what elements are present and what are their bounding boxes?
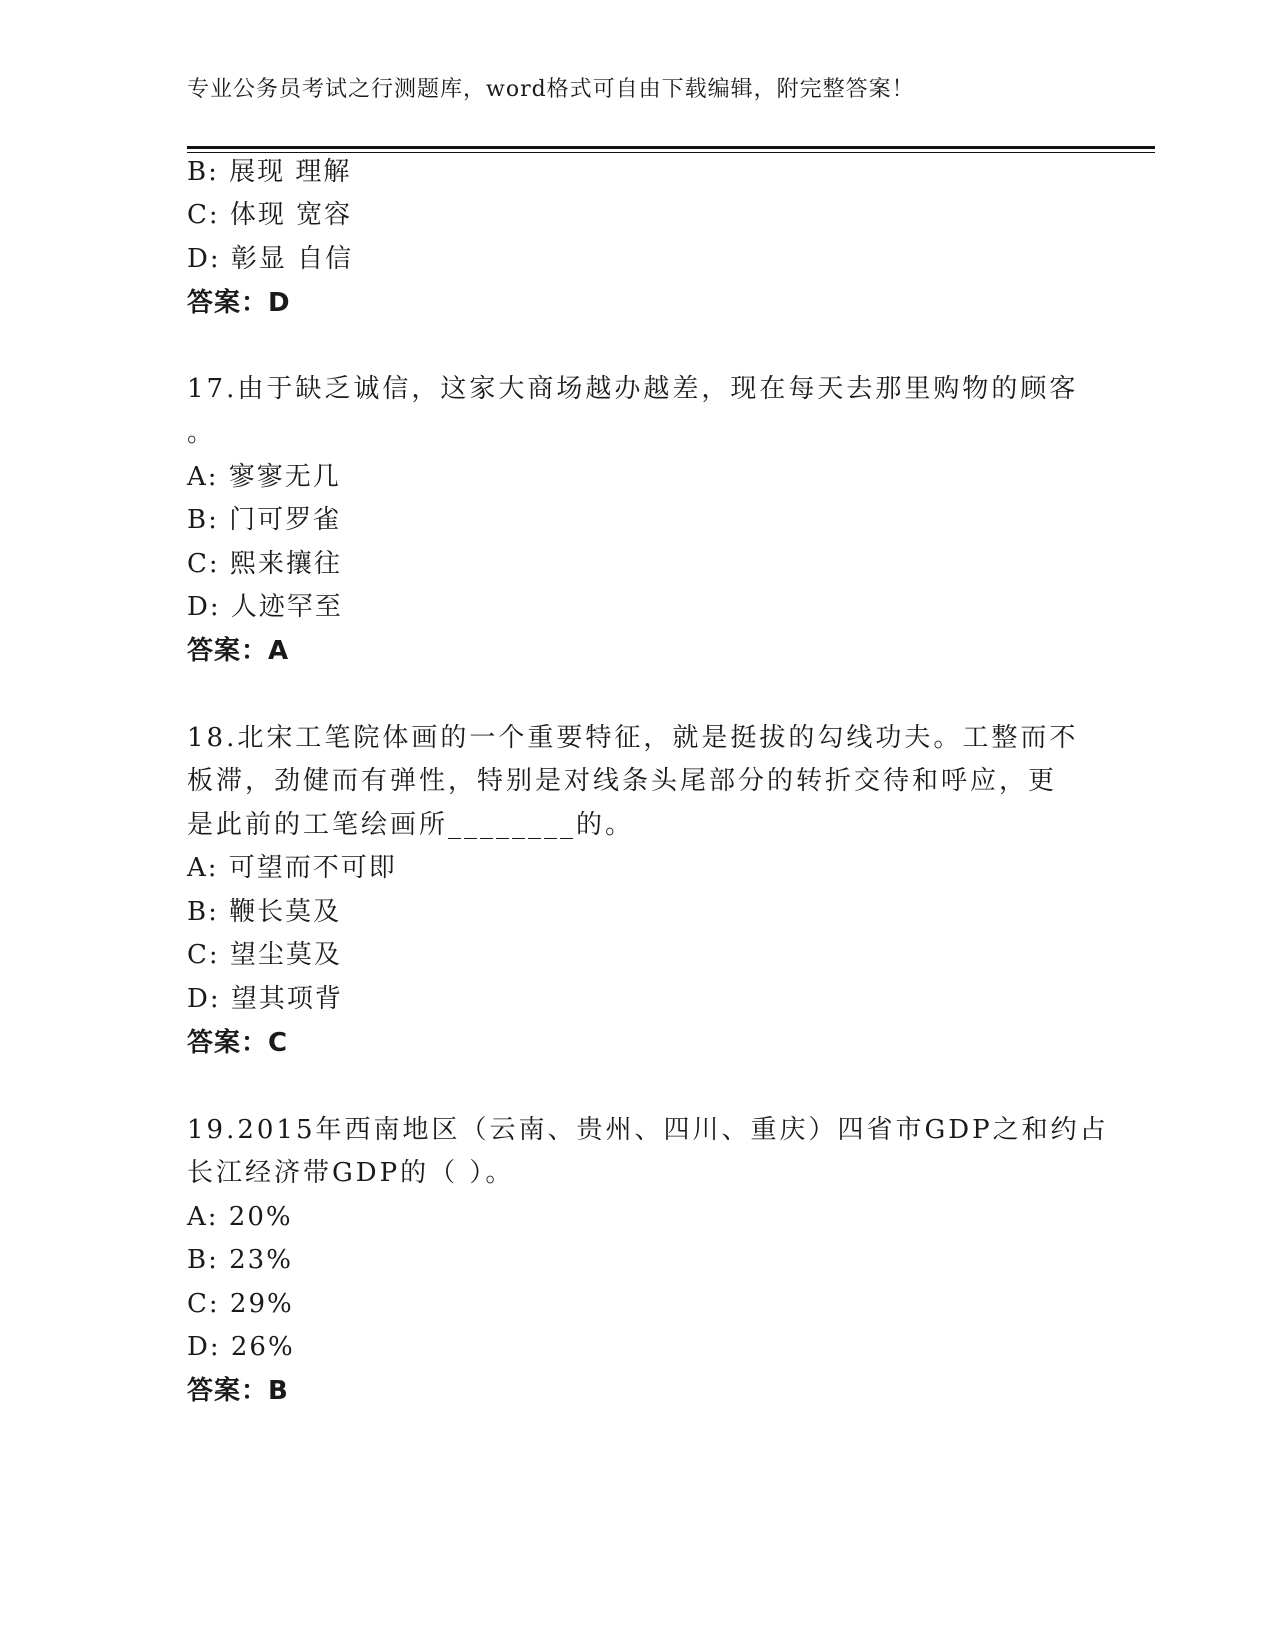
answer-line: 答案：C bbox=[187, 1028, 289, 1058]
option-a: A: 可望而不可即 bbox=[187, 853, 397, 883]
question-stem: 17.由于缺乏诚信，这家大商场越办越差，现在每天去那里购物的顾客 bbox=[187, 374, 1079, 404]
option-d: D: 望其项背 bbox=[187, 984, 343, 1014]
question-stem: 板滞，劲健而有弹性，特别是对线条头尾部分的转折交待和呼应，更 bbox=[187, 766, 1058, 796]
answer-line: 答案：B bbox=[187, 1376, 289, 1406]
option-b: B: 鞭长莫及 bbox=[187, 897, 342, 927]
answer-line: 答案：D bbox=[187, 288, 291, 318]
option-b: B: 23% bbox=[187, 1245, 293, 1275]
option-a: A: 寥寥无几 bbox=[187, 462, 341, 492]
page-header: 专业公务员考试之行测题库，word格式可自由下载编辑，附完整答案！ bbox=[187, 77, 915, 102]
option-c: C: 29% bbox=[187, 1289, 294, 1319]
question-stem: 长江经济带GDP的（ ）。 bbox=[187, 1158, 515, 1188]
option-d: D: 26% bbox=[187, 1332, 295, 1362]
question-stem: 19.2015年西南地区（云南、贵州、四川、重庆）四省市GDP之和约占 bbox=[187, 1115, 1109, 1145]
option-d: D: 人迹罕至 bbox=[187, 592, 343, 622]
option-c: C: 体现 宽容 bbox=[187, 200, 353, 230]
option-b: B: 展现 理解 bbox=[187, 157, 352, 187]
answer-line: 答案：A bbox=[187, 636, 290, 666]
question-stem: 18.北宋工笔院体画的一个重要特征，就是挺拔的勾线功夫。工整而不 bbox=[187, 723, 1079, 753]
option-c: C: 熙来攘往 bbox=[187, 549, 342, 579]
option-c: C: 望尘莫及 bbox=[187, 940, 342, 970]
option-b: B: 门可罗雀 bbox=[187, 505, 342, 535]
header-divider-thin bbox=[187, 152, 1155, 153]
question-stem: 。 bbox=[187, 418, 216, 448]
option-a: A: 20% bbox=[187, 1202, 293, 1232]
question-stem: 是此前的工笔绘画所________的。 bbox=[187, 810, 635, 840]
header-divider-thick bbox=[187, 146, 1155, 149]
option-d: D: 彰显 自信 bbox=[187, 244, 354, 274]
